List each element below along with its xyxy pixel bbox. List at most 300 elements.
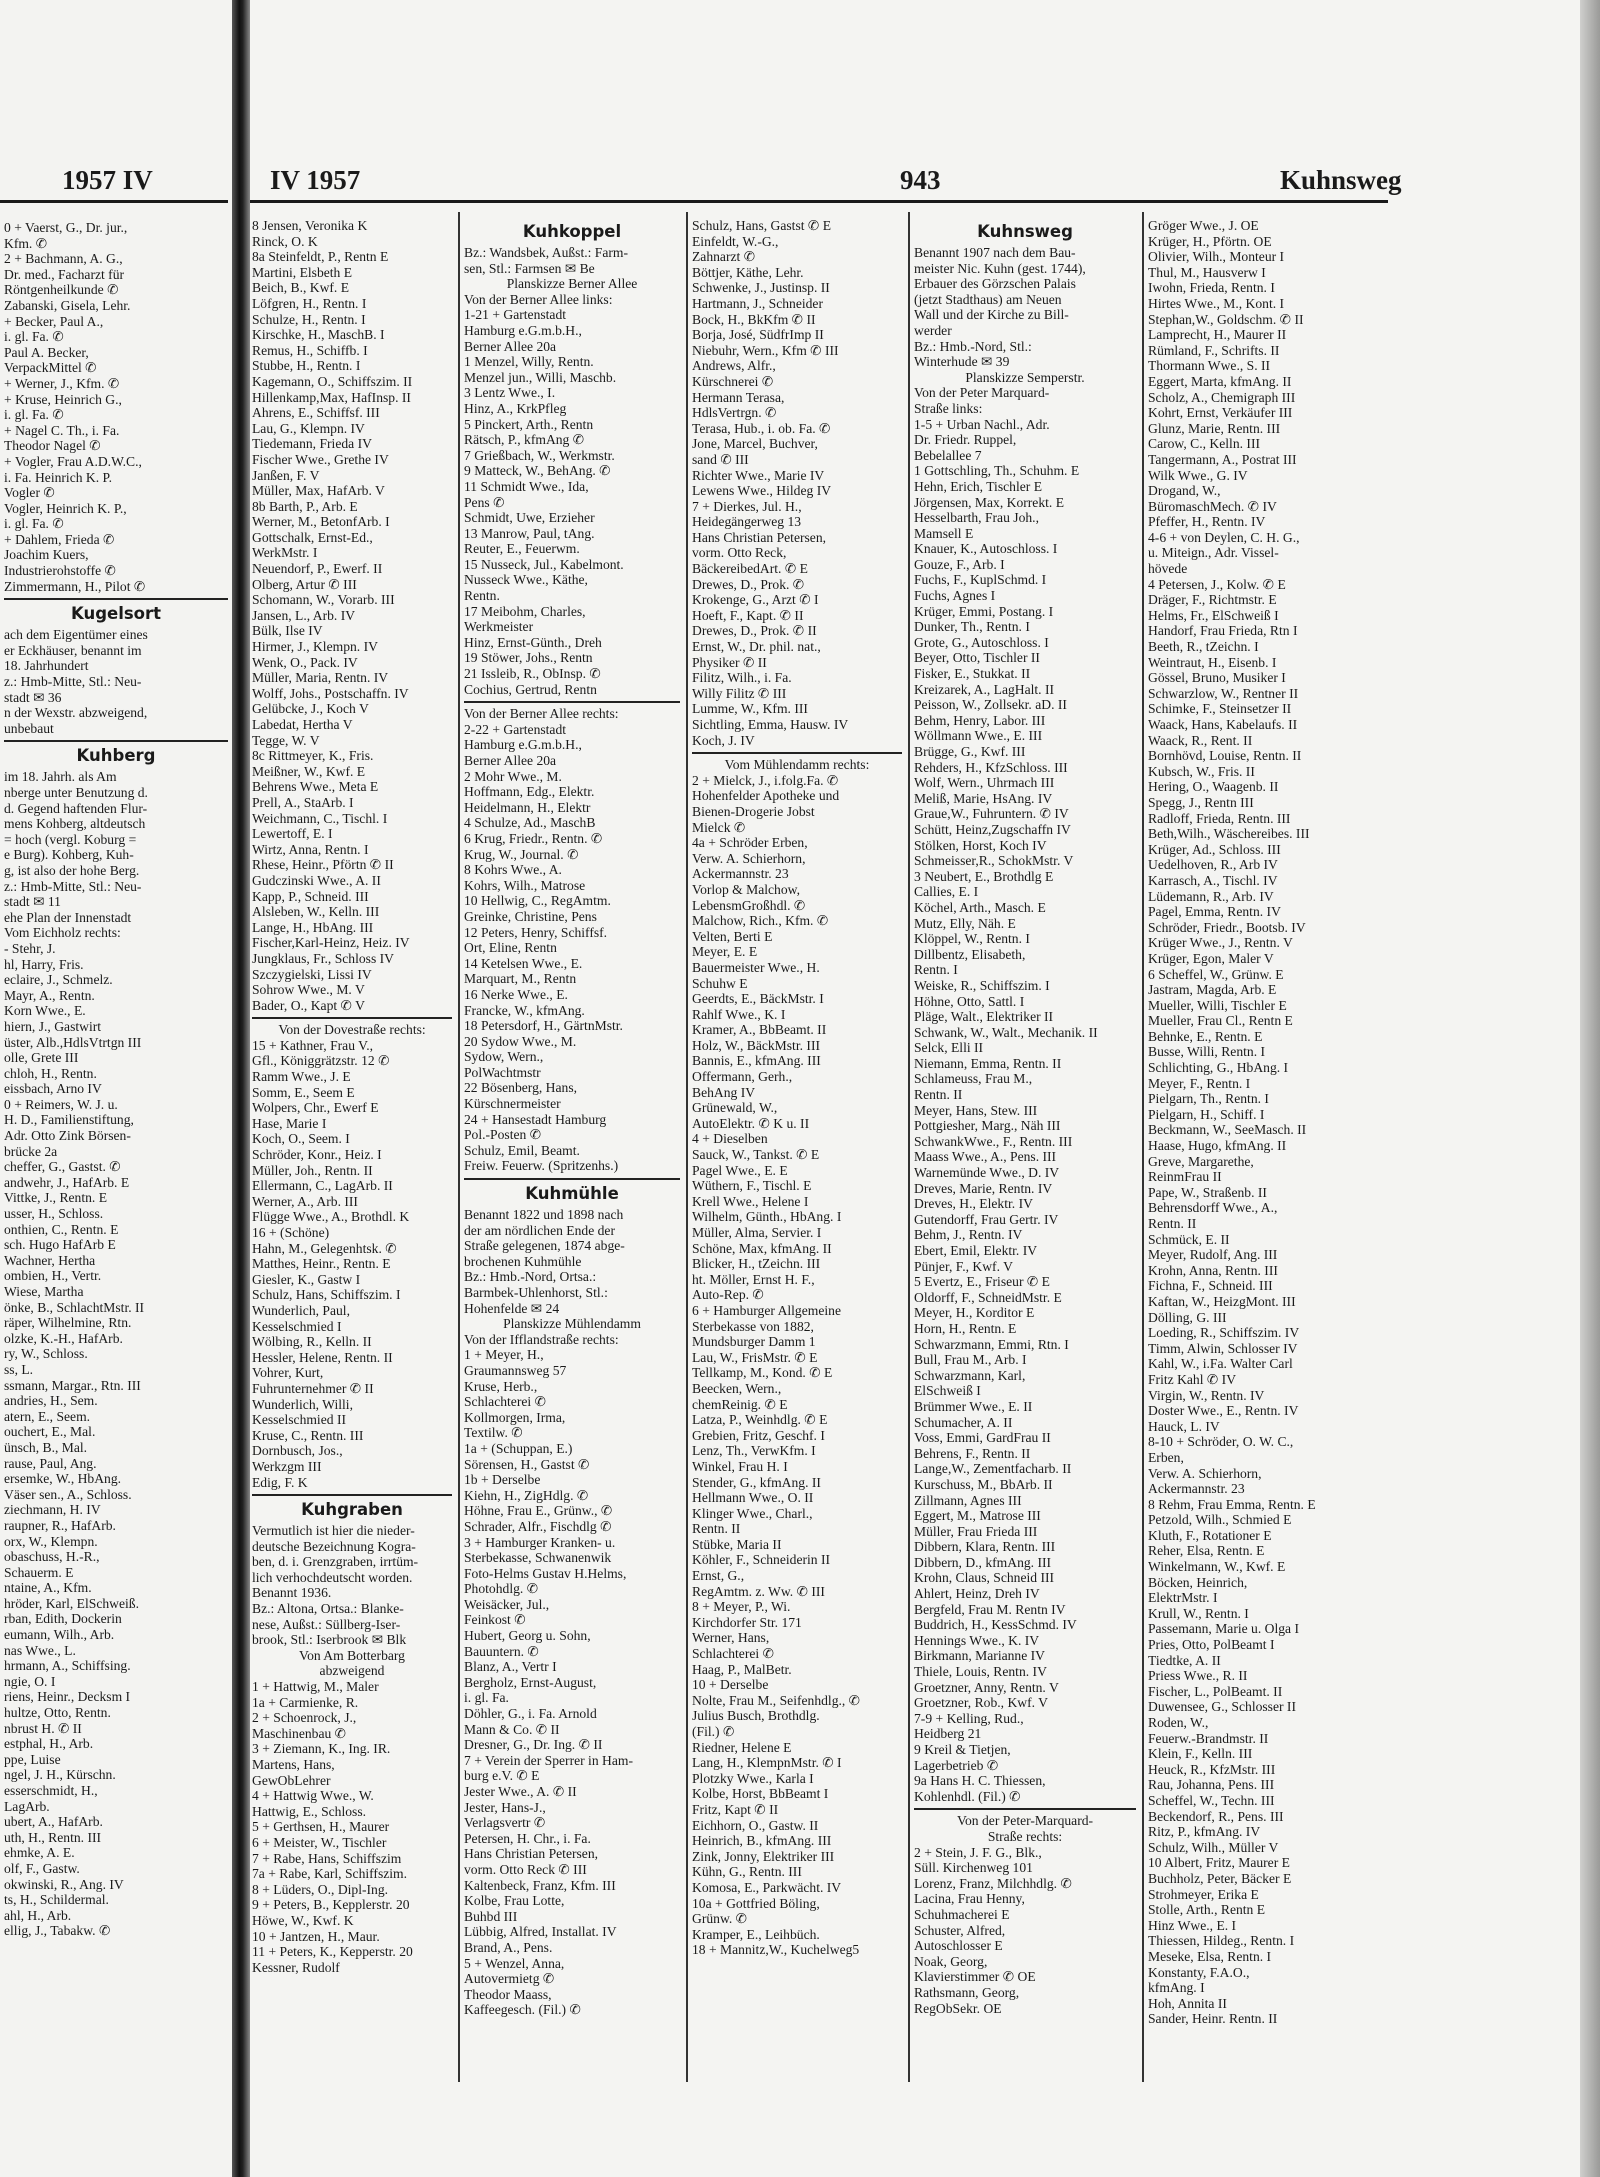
directory-entry: 16 Nerke Wwe., E. xyxy=(464,986,568,1002)
directory-entry: rause, Paul, Ang. xyxy=(4,1455,97,1471)
directory-entry: 1a + (Schuppan, E.) xyxy=(464,1440,573,1456)
directory-entry: Vorlop & Malchow, xyxy=(692,881,800,897)
section-divider xyxy=(4,594,228,600)
directory-entry: Beth,Wilh., Wäschereibes. III xyxy=(1148,826,1310,842)
directory-entry: 8a Steinfeldt, P., Rentn E xyxy=(252,249,389,265)
directory-entry: Lewertoff, E. I xyxy=(252,826,333,842)
directory-entry: Julius Busch, Brothdlg. xyxy=(692,1708,820,1724)
directory-entry: Krokenge, G., Arzt ✆ I xyxy=(692,592,819,608)
directory-entry: üster, Alb.,HdlsVtrtgn III xyxy=(4,1034,142,1050)
directory-entry: Winkel, Frau H. I xyxy=(692,1458,788,1474)
directory-entry: Rentn. xyxy=(464,588,500,604)
directory-entry: Richter Wwe., Marie IV xyxy=(692,467,825,483)
directory-entry: + Vogler, Frau A.D.W.C., xyxy=(4,453,142,469)
directory-entry: Mueller, Frau Cl., Rentn E xyxy=(1148,1013,1293,1029)
directory-entry: cheffer, G., Gastst. ✆ xyxy=(4,1159,121,1175)
directory-entry: Greve, Margarethe, xyxy=(1148,1153,1254,1169)
directory-entry: hultze, Otto, Rentn. xyxy=(4,1705,111,1721)
directory-entry: Passemann, Marie u. Olga I xyxy=(1148,1621,1300,1637)
directory-entry: Jester Wwe., A. ✆ II xyxy=(464,1784,577,1799)
directory-entry: 7 + Verein der Sperrer in Ham- xyxy=(464,1752,633,1768)
directory-entry: Hase, Marie I xyxy=(252,1115,327,1131)
directory-entry: Kreizarek, A., LagHalt. II xyxy=(914,681,1055,697)
directory-entry: Drewes, D., Prok. ✆ II xyxy=(692,623,817,639)
left-fragment-column xyxy=(4,220,228,1939)
directory-entry: 2 + Stein, J. F. G., Blk., xyxy=(914,1844,1042,1860)
directory-entry: Joachim Kuers, xyxy=(4,547,89,563)
directory-entry: der am nördlichen Ende der xyxy=(464,1222,615,1238)
directory-entry: Rau, Johanna, Pens. III xyxy=(1148,1777,1275,1793)
directory-entry: Klein, F., Kelln. III xyxy=(1148,1746,1253,1762)
directory-entry: werder xyxy=(914,322,952,338)
directory-entry: Kürschnerei ✆ xyxy=(692,373,774,389)
directory-entry: Wirtz, Anna, Rentn. I xyxy=(252,841,369,857)
directory-entry: Schütt, Heinz,Zugschaffn IV xyxy=(914,821,1071,837)
directory-entry: Adr. Otto Zink Börsen- xyxy=(4,1128,131,1144)
directory-entry: 9 + Peters, B., Kepplerstr. 20 xyxy=(252,1897,410,1913)
directory-entry: Drewes, D., Prok. ✆ xyxy=(692,576,805,592)
directory-entry: 4 Petersen, J., Kolw. ✆ E xyxy=(1148,576,1286,592)
directory-entry: Kiehn, H., ZigHdlg. ✆ xyxy=(464,1487,589,1503)
directory-entry: Dibbern, D., kfmAng. III xyxy=(914,1554,1052,1570)
directory-entry: 15 + Kathner, Frau V., xyxy=(252,1037,374,1053)
directory-entry: Pottgiesher, Marg., Näh III xyxy=(914,1118,1061,1134)
directory-entry: 9 Kreil & Tietjen, xyxy=(914,1742,1011,1757)
directory-entry: Offermann, Gerh., xyxy=(692,1069,793,1085)
directory-entry: Hellmann Wwe., O. II xyxy=(692,1490,814,1506)
directory-entry: Velten, Berti E xyxy=(692,928,773,944)
directory-entry: Kahl, W., i.Fa. Walter Carl xyxy=(1148,1356,1293,1372)
directory-entry: ombien, H., Vertr. xyxy=(4,1268,102,1284)
directory-entry: Foto-Helms Gustav H.Helms, xyxy=(464,1565,627,1581)
directory-entry: Fischer, L., PolBeamt. II xyxy=(1148,1683,1283,1699)
directory-entry: Schulz, Hans, Gastst ✆ E xyxy=(692,218,832,233)
directory-entry: Vermutlich ist hier die nieder- xyxy=(252,1523,415,1539)
directory-entry: Radloff, Frieda, Rentn. III xyxy=(1148,810,1291,826)
directory-entry: Wolf, Wern., Uhrmach III xyxy=(914,775,1055,791)
directory-entry: Matthes, Heinr., Rentn. E xyxy=(252,1256,391,1272)
directory-entry: ersemke, W., HbAng. xyxy=(4,1471,122,1487)
street-heading: Kuhberg xyxy=(76,746,156,766)
directory-entry: Straße links: xyxy=(914,400,983,416)
directory-entry: Freiw. Feuerw. (Spritzenhs.) xyxy=(464,1158,619,1174)
page-header-left: IV 1957 xyxy=(270,165,361,195)
directory-entry: Graumannsweg 57 xyxy=(464,1362,567,1378)
directory-entry: Dornbusch, Jos., xyxy=(252,1443,343,1459)
directory-entry: Bz.: Hmb.-Nord, Ortsa.: xyxy=(464,1269,597,1285)
directory-entry: Kluth, F., Rotationer E xyxy=(1148,1527,1272,1543)
directory-entry: LagArb. xyxy=(4,1798,50,1814)
directory-entry: Vom Eichholz rechts: xyxy=(4,925,121,941)
directory-entry: 8 Jensen, Veronika K xyxy=(252,218,368,233)
directory-entry: olzke, K.-H., HafArb. xyxy=(4,1330,123,1346)
section-note: Planskizze Berner Allee xyxy=(506,276,638,292)
directory-entry: 6 Scheffel, W., Grünw. E xyxy=(1148,966,1284,982)
directory-entry: Voss, Emmi, GardFrau II xyxy=(914,1430,1051,1446)
directory-entry: Kfm. ✆ xyxy=(4,235,48,251)
column-divider xyxy=(686,212,688,2082)
directory-entry: Pielgarn, H., Schiff. I xyxy=(1148,1106,1265,1122)
directory-entry: Barmbek-Uhlenhorst, Stl.: xyxy=(464,1285,608,1300)
directory-entry: Behrensdorff Wwe., A., xyxy=(1148,1200,1278,1216)
directory-entry: Wiese, Martha xyxy=(4,1284,84,1299)
directory-entry: Schuhmacherei E xyxy=(914,1906,1010,1922)
street-heading: Kuhgraben xyxy=(301,1500,403,1520)
directory-entry: stadt ✉ 11 xyxy=(4,894,61,910)
directory-entry: e Burg). Kohberg, Kuh- xyxy=(4,847,134,863)
directory-entry: Ahrens, E., Schiffsf. III xyxy=(252,405,380,421)
directory-entry: Hubert, Georg u. Sohn, xyxy=(464,1628,591,1644)
directory-entry: ry, W., Schloss. xyxy=(4,1346,88,1362)
directory-entry: Jone, Marcel, Buchver, xyxy=(692,436,818,452)
directory-entry: Pape, W., Straßenb. II xyxy=(1148,1184,1267,1200)
directory-entry: Sohrow Wwe., M. V xyxy=(252,982,365,998)
section-note: Planskizze Mühlendamm xyxy=(503,1316,641,1332)
directory-entry: Wenk, O., Pack. IV xyxy=(252,654,358,670)
directory-entry: Lange,W., Zementfacharb. II xyxy=(914,1461,1072,1477)
directory-entry: Bock, H., BkKfm ✆ II xyxy=(692,311,816,327)
directory-entry: Thiele, Louis, Rentn. IV xyxy=(914,1664,1047,1680)
directory-entry: Pagel Wwe., E. E xyxy=(692,1162,788,1178)
directory-entry: 19 Stöwer, Johs., Rentn xyxy=(464,650,593,666)
directory-entry: Straße gelegenen, 1874 abge- xyxy=(464,1238,625,1254)
directory-entry: 18 Petersdorf, H., GärtnMstr. xyxy=(464,1018,623,1034)
directory-entry: 8 + Meyer, P., Wi. xyxy=(692,1599,791,1615)
directory-entry: Schöne, Max, kfmAng. II xyxy=(692,1240,832,1256)
directory-entry: Terasa, Hub., i. ob. Fa. ✆ xyxy=(692,420,831,436)
directory-entry: Filitz, Wilh., i. Fa. xyxy=(692,670,792,686)
directory-entry: Blanz, A., Vertr I xyxy=(464,1659,557,1675)
directory-entry: Krüger, Egon, Maler V xyxy=(1148,950,1274,966)
directory-entry: Remus, H., Schiffb. I xyxy=(252,342,368,358)
directory-entry: Maass Wwe., A., Pens. III xyxy=(914,1149,1057,1165)
directory-entry: eclaire, J., Schmelz. xyxy=(4,972,113,988)
directory-entry: Wilhelm, Günth., HbAng. I xyxy=(692,1209,842,1225)
directory-entry: z.: Hmb-Mitte, Stl.: Neu- xyxy=(4,674,142,690)
directory-entry: Weintraut, H., Eisenb. I xyxy=(1148,654,1277,670)
directory-entry: uth, H., Rentn. III xyxy=(4,1829,102,1845)
directory-entry: HdlsVertrgn. ✆ xyxy=(692,405,777,421)
directory-entry: Behnke, E., Rentn. E xyxy=(1148,1028,1263,1044)
directory-entry: Beeth, R., tZeichn. I xyxy=(1148,639,1259,655)
directory-entry: Grebien, Fritz, Geschf. I xyxy=(692,1427,825,1443)
directory-entry: brücke 2a xyxy=(4,1143,58,1159)
section-note: Von Am Botterbarg xyxy=(299,1647,405,1663)
directory-entry: 10 Hellwig, C., RegAmtm. xyxy=(464,893,611,909)
directory-entry: Busse, Willi, Rentn. I xyxy=(1148,1044,1266,1060)
directory-entry: ngel, J. H., Kürschn. xyxy=(4,1767,116,1783)
directory-entry: lich verhochdeutscht worden. xyxy=(252,1569,413,1585)
directory-entry: 2-22 + Gartenstadt xyxy=(464,721,567,737)
directory-entry: Schomann, W., Vorarb. III xyxy=(252,592,395,608)
directory-entry: Fisker, E., Stukkat. II xyxy=(914,666,1031,682)
directory-entry: brochenen Kuhmühle xyxy=(464,1253,582,1269)
directory-entry: Meliß, Marie, HsAng. IV xyxy=(914,790,1053,806)
directory-entry: Waack, R., Rent. II xyxy=(1148,732,1253,748)
directory-entry: Kubsch, W., Fris. II xyxy=(1148,763,1255,779)
directory-entry: Marquart, M., Rentn xyxy=(464,971,577,987)
directory-entry: Bauermeister Wwe., H. xyxy=(692,959,820,975)
directory-entry: andries, H., Sem. xyxy=(4,1393,98,1409)
directory-entry: 17 Meibohm, Charles, xyxy=(464,603,586,619)
directory-entry: Werkzgm III xyxy=(252,1458,322,1474)
directory-entry: Rentn. II xyxy=(914,1087,963,1103)
directory-entry: Lau, G., Klempn. IV xyxy=(252,420,365,436)
directory-entry: 1 + Meyer, H., xyxy=(464,1347,544,1363)
directory-entry: SchwankWwe., F., Rentn. III xyxy=(914,1133,1073,1149)
directory-entry: 2 + Mielck, J., i.folg.Fa. ✆ xyxy=(692,772,839,788)
directory-entry: Gfl., Königgrätzstr. 12 ✆ xyxy=(252,1053,390,1069)
directory-entry: Kohrs, Wilh., Matrose xyxy=(464,877,586,893)
directory-entry: Theodor Maass, xyxy=(464,1986,552,2002)
directory-entry: Krüger, H., Pförtn. OE xyxy=(1148,233,1272,249)
directory-entry: Loeding, R., Schiffszim. IV xyxy=(1148,1325,1300,1341)
directory-entry: 0 + Reimers, W. J. u. xyxy=(4,1096,118,1112)
directory-entry: Kesselschmied I xyxy=(252,1318,342,1334)
directory-entry: 1-21 + Gartenstadt xyxy=(464,307,567,323)
directory-entry: Krell Wwe., Helene I xyxy=(692,1193,809,1209)
directory-entry: Brügge, G., Kwf. III xyxy=(914,744,1026,759)
directory-entry: Lewens Wwe., Hildeg IV xyxy=(692,483,832,499)
directory-entry: Berner Allee 20a xyxy=(464,338,557,354)
directory-entry: Neuendorf, P., Ewerf. II xyxy=(252,561,383,577)
directory-entry: Von der Berner Allee rechts: xyxy=(464,706,619,722)
directory-entry: Ellermann, C., LagArb. II xyxy=(252,1178,393,1194)
directory-entry: Lang, H., KlempnMstr. ✆ I xyxy=(692,1755,842,1771)
directory-entry: Hoeft, F., Kapt. ✆ II xyxy=(692,607,804,623)
directory-entry: Bull, Frau M., Arb. I xyxy=(914,1352,1027,1368)
directory-entry: Kurschuss, M., BbArb. II xyxy=(914,1476,1053,1492)
directory-entry: Schröder, Friedr., Bootsb. IV xyxy=(1148,919,1306,935)
directory-entry: Pielgarn, Th., Rentn. I xyxy=(1148,1091,1269,1107)
directory-entry: Komosa, E., Parkwächt. IV xyxy=(692,1879,842,1895)
header-rule xyxy=(250,200,1388,203)
directory-entry: Theodor Nagel ✆ xyxy=(4,438,101,454)
directory-entry: Schumacher, A. II xyxy=(914,1414,1013,1430)
directory-entry: Hermann Terasa, xyxy=(692,389,785,405)
directory-entry: Bannis, E., kfmAng. III xyxy=(692,1053,821,1069)
directory-entry: u. Miteign., Adr. Vissel- xyxy=(1148,545,1279,561)
directory-entry: Thiessen, Hildeg., Rentn. I xyxy=(1148,1933,1295,1949)
page-number: 943 xyxy=(900,165,941,195)
directory-entry: 7a + Rabe, Karl, Schiffszim. xyxy=(252,1866,408,1882)
directory-entry: Andrews, Alfr., xyxy=(692,358,776,374)
directory-entry: PolWachtmstr xyxy=(464,1064,541,1080)
directory-entry: Dr. Friedr. Ruppel, xyxy=(914,432,1017,448)
directory-entry: Kühn, G., Rentn. III xyxy=(692,1864,802,1880)
directory-entry: 4-6 + von Deylen, C. H. G., xyxy=(1148,529,1300,545)
directory-entry: Kaftan, W., HeizgMont. III xyxy=(1148,1293,1296,1309)
directory-entry: + Dahlem, Frieda ✆ xyxy=(4,531,115,547)
directory-entry: Wüthern, F., Tischl. E xyxy=(692,1178,812,1194)
directory-entry: Ebert, Emil, Elektr. IV xyxy=(914,1243,1038,1258)
directory-entry: 10 + Derselbe xyxy=(692,1677,769,1693)
directory-entry: z.: Hmb-Mitte, Stl.: Neu- xyxy=(4,878,142,894)
directory-entry: 7 + Rabe, Hans, Schiffszim xyxy=(252,1850,402,1866)
street-heading: Kuhkoppel xyxy=(522,222,622,241)
directory-entry: + Nagel C. Th., i. Fa. xyxy=(4,422,120,438)
directory-entry: olle, Grete III xyxy=(4,1050,79,1066)
directory-entry: 13 Manrow, Paul, tAng. xyxy=(464,525,595,541)
directory-entry: Krohn, Anna, Rentn. III xyxy=(1148,1262,1278,1278)
directory-entry: 6 + Meister, W., Tischler xyxy=(252,1834,387,1850)
directory-entry: i. gl. Fa. ✆ xyxy=(4,329,64,345)
directory-entry: önke, B., SchlachtMstr. II xyxy=(4,1299,145,1315)
directory-page xyxy=(250,0,1600,2177)
directory-entry: olf, F., Gastw. xyxy=(4,1860,80,1876)
directory-entry: Röntgenheilkunde ✆ xyxy=(4,282,119,298)
directory-entry: Helms, Fr., ElSchweiß I xyxy=(1148,607,1279,623)
directory-entry: Dibbern, Klara, Rentn. III xyxy=(914,1539,1056,1555)
directory-entry: Kohrt, Ernst, Verkäufer III xyxy=(1148,405,1293,421)
directory-entry: Buchholz, Peter, Bäcker E xyxy=(1148,1870,1292,1886)
directory-entry: Werner, M., BetonfArb. I xyxy=(252,514,390,530)
directory-entry: Wolff, Johs., Postschaffn. IV xyxy=(252,685,409,701)
directory-entry: 1-5 + Urban Nachl., Adr. xyxy=(914,416,1050,432)
directory-entry: Fichna, F., Schneid. III xyxy=(1148,1278,1273,1294)
directory-entry: Bader, O., Kapt ✆ V xyxy=(252,997,365,1013)
directory-entry: (jetzt Stadthaus) am Neuen xyxy=(914,291,1062,307)
directory-entry: esserschmidt, H., xyxy=(4,1783,98,1798)
directory-entry: Koch, J. IV xyxy=(692,732,755,748)
directory-entry: Scheffel, W., Techn. III xyxy=(1148,1792,1275,1808)
directory-entry: Gudczinski Wwe., A. II xyxy=(252,872,381,888)
directory-entry: Schulze, H., Rentn. I xyxy=(252,311,366,327)
directory-entry: Hirmer, J., Klempn. IV xyxy=(252,639,378,655)
directory-entry: Meißner, W., Kwf. E xyxy=(252,763,366,779)
directory-entry: Schuhw E xyxy=(692,975,748,991)
street-heading: Kugelsort xyxy=(70,604,162,624)
directory-entry: Greinke, Christine, Pens xyxy=(464,908,597,924)
directory-entry: Mundsburger Damm 1 xyxy=(692,1334,816,1350)
directory-entry: Lagerbetrieb ✆ xyxy=(914,1757,999,1773)
directory-entry: Bauuntern. ✆ xyxy=(464,1643,539,1659)
directory-entry: Gröger Wwe., J. OE xyxy=(1148,218,1259,233)
directory-entry: Verw. A. Schierhorn, xyxy=(1148,1465,1262,1481)
directory-entry: Graue,W., Fuhruntern. ✆ IV xyxy=(914,806,1069,822)
directory-entry: Spegg, J., Rentn III xyxy=(1148,794,1254,810)
directory-entry: + Becker, Paul A., xyxy=(4,313,104,329)
directory-entry: 7 Grießbach, W., Werkmstr. xyxy=(464,447,615,463)
directory-entry: Hoh, Annita II xyxy=(1148,1995,1227,2011)
directory-entry: 1 Gottschling, Th., Schuhm. E xyxy=(914,463,1080,479)
directory-entry: onthien, C., Rentn. E xyxy=(4,1221,119,1237)
directory-entry: ubert, A., HafArb. xyxy=(4,1814,103,1830)
directory-entry: Krüger, Emmi, Postang. I xyxy=(914,603,1054,619)
directory-entry: Kruse, C., Rentn. III xyxy=(252,1427,364,1443)
directory-entry: Edig, F. K xyxy=(252,1474,308,1490)
directory-entry: mens Kohberg, altdeutsch xyxy=(4,816,146,832)
directory-entry: 22 Bösenberg, Hans, xyxy=(464,1080,578,1096)
directory-entry: Hattwig, E., Schloss. xyxy=(252,1803,367,1819)
directory-entry: Heuck, R., KfzMstr. III xyxy=(1148,1761,1276,1777)
directory-entry: Waack, Hans, Kabelaufs. II xyxy=(1148,717,1298,732)
directory-entry: Kagemann, O., Schiffszim. II xyxy=(252,373,413,389)
directory-entry: Knauer, K., Autoschloss. I xyxy=(914,541,1058,557)
directory-entry: Grünewald, W., xyxy=(692,1100,778,1116)
directory-entry: Hohenfelde ✉ 24 xyxy=(464,1300,560,1316)
directory-entry: Sörensen, H., Gastst ✆ xyxy=(464,1456,590,1472)
directory-entry: Einfeldt, W.-G., xyxy=(692,233,779,249)
directory-entry: Beich, B., Kwf. E xyxy=(252,280,350,296)
directory-entry: nese, Außst.: Süllberg-Iser- xyxy=(252,1616,401,1632)
directory-entry: Roden, W., xyxy=(1148,1715,1209,1730)
directory-entry: Callies, E. I xyxy=(914,884,979,900)
directory-entry: 4 + Dieselben xyxy=(692,1131,768,1147)
directory-entry: nbrust H. ✆ II xyxy=(4,1720,82,1736)
directory-entry: 3 + Ziemann, K., Ing. IR. xyxy=(252,1741,391,1757)
directory-entry: 18. Jahrhundert xyxy=(4,658,89,674)
directory-entry: Reher, Elsa, Rentn. E xyxy=(1148,1543,1265,1559)
directory-entry: ngie, O. I xyxy=(4,1673,56,1689)
directory-entry: brook, Stl.: Iserbrook ✉ Blk xyxy=(252,1632,407,1648)
directory-entry: Schwarzmann, Emmi, Rtn. I xyxy=(914,1336,1069,1352)
directory-entry: Physiker ✆ II xyxy=(692,654,767,670)
directory-entry: RegAmtm. z. Ww. ✆ III xyxy=(692,1583,825,1599)
directory-entry: Wunderlich, Paul, xyxy=(252,1302,350,1318)
directory-entry: BüromaschMech. ✆ IV xyxy=(1148,498,1277,514)
directory-entry: Hinz, Ernst-Günth., Dreh xyxy=(464,634,602,650)
directory-entry: i. gl. Fa. ✆ xyxy=(4,407,64,423)
directory-entry: 11 + Peters, K., Kepperstr. 20 xyxy=(252,1944,413,1960)
directory-entry: Groetzner, Anny, Rentn. V xyxy=(914,1679,1059,1695)
directory-entry: - Stehr, J. xyxy=(4,940,56,956)
directory-column-2 xyxy=(464,218,680,2018)
directory-entry: ntaine, A., Kfm. xyxy=(4,1580,92,1596)
directory-entry: Kolbe, Frau Lotte, xyxy=(464,1893,565,1909)
directory-column-5 xyxy=(1148,218,1388,2027)
directory-entry: Priess Wwe., R. II xyxy=(1148,1668,1248,1684)
directory-entry: Kramper, E., Leihbüch. xyxy=(692,1926,820,1942)
directory-entry: orx, W., Klempn. xyxy=(4,1533,98,1549)
directory-entry: Olivier, Wilh., Monteur I xyxy=(1148,249,1285,265)
directory-entry: Meseke, Elsa, Rentn. I xyxy=(1148,1948,1272,1964)
directory-entry: Hartmann, J., Schneider xyxy=(692,295,823,311)
directory-entry: Borja, José, SüdfrImp II xyxy=(692,327,824,343)
directory-entry: Lüdemann, R., Arb. IV xyxy=(1148,888,1274,904)
directory-entry: Zink, Jonny, Elektriker III xyxy=(692,1848,835,1864)
directory-entry: WerkMstr. I xyxy=(252,545,318,561)
directory-entry: Kohlenhdl. (Fil.) ✆ xyxy=(914,1788,1021,1804)
directory-entry: Behrens Wwe., Meta E xyxy=(252,779,379,795)
directory-entry: Schwenke, J., Justinsp. II xyxy=(692,280,830,296)
directory-entry: 4a + Schröder Erben, xyxy=(692,835,808,851)
directory-entry: Hillenkamp,Max, HafInsp. II xyxy=(252,389,411,405)
directory-entry: Schröder, Konr., Heiz. I xyxy=(252,1147,382,1163)
directory-entry: Hinz Wwe., E. I xyxy=(1148,1917,1237,1933)
directory-column-1 xyxy=(252,218,452,1975)
directory-entry: + Werner, J., Kfm. ✆ xyxy=(4,375,120,391)
directory-entry: Janßen, F. V xyxy=(252,467,320,483)
directory-entry: Lübbig, Alfred, Installat. IV xyxy=(464,1924,617,1940)
directory-entry: Handorf, Frau Frieda, Rtn I xyxy=(1148,623,1298,639)
directory-entry: Glunz, Marie, Rentn. III xyxy=(1148,420,1281,436)
directory-entry: ouchert, E., Mal. xyxy=(4,1424,96,1440)
directory-entry: 7 + Dierkes, Jul. H., xyxy=(692,498,802,514)
directory-entry: ReinmFrau II xyxy=(1148,1169,1222,1185)
directory-entry: Bornhövd, Louise, Rentn. II xyxy=(1148,748,1302,764)
directory-entry: 5 Pinckert, Arth., Rentn xyxy=(464,416,594,432)
directory-entry: Benannt 1936. xyxy=(252,1585,332,1601)
directory-entry: Süll. Kirchenweg 101 xyxy=(914,1860,1033,1876)
directory-entry: Hamburg e.G.m.b.H., xyxy=(464,322,582,338)
directory-entry: Autoschlosser E xyxy=(914,1938,1003,1954)
directory-entry: Lau, W., FrisMstr. ✆ E xyxy=(692,1349,818,1365)
directory-entry: Weiske, R., Schiffszim. I xyxy=(914,977,1050,993)
directory-entry: Köchel, Arth., Masch. E xyxy=(914,899,1046,915)
directory-entry: Nusseck Wwe., Käthe, xyxy=(464,572,588,588)
directory-entry: 2 + Schoenrock, J., xyxy=(252,1710,357,1726)
